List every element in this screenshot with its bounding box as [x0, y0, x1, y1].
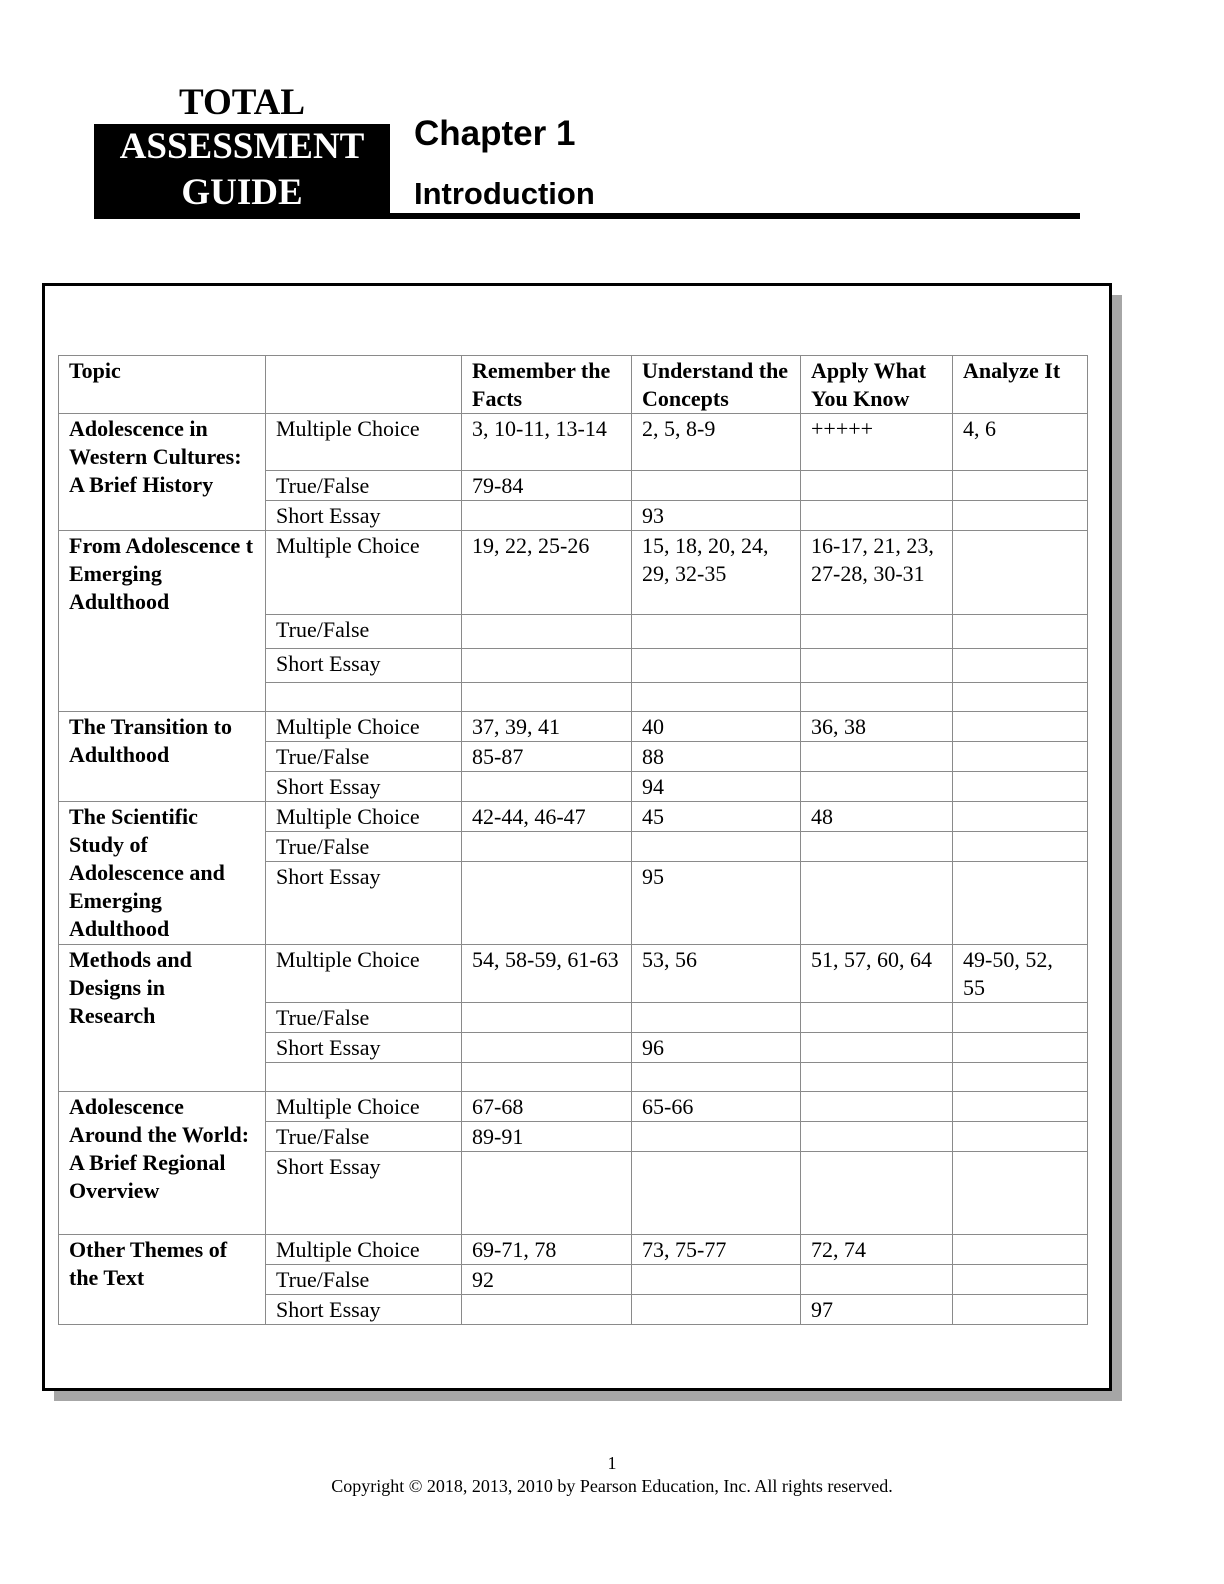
remember-cell	[462, 501, 632, 531]
remember-cell	[462, 832, 632, 862]
analyze-cell	[953, 802, 1088, 832]
question-type-cell: True/False	[266, 1265, 462, 1295]
apply-cell	[801, 1122, 953, 1152]
copyright-notice: Copyright © 2018, 2013, 2010 by Pearson Education, Inc. All rights reserved.	[331, 1476, 893, 1496]
table-row	[59, 712, 1088, 742]
understand-cell	[632, 1295, 801, 1325]
question-type-cell: True/False	[266, 832, 462, 862]
understand-cell	[632, 471, 801, 501]
understand-cell: 94	[632, 772, 801, 802]
logo-black-box	[94, 124, 390, 218]
apply-cell	[801, 683, 953, 712]
analyze-cell	[953, 712, 1088, 742]
understand-cell	[632, 1003, 801, 1033]
column-header-analyze: Analyze It	[953, 356, 1088, 414]
apply-cell	[801, 471, 953, 501]
analyze-cell	[953, 471, 1088, 501]
understand-cell: 93	[632, 501, 801, 531]
analyze-cell	[953, 1152, 1088, 1235]
analyze-cell	[953, 1122, 1088, 1152]
question-type-cell: True/False	[266, 471, 462, 501]
analyze-cell	[953, 615, 1088, 649]
analyze-cell: 49-50, 52, 55	[953, 945, 1088, 1003]
remember-cell	[462, 683, 632, 712]
remember-cell	[462, 1033, 632, 1063]
chapter-heading: Chapter 1	[414, 114, 576, 153]
analyze-cell: 4, 6	[953, 414, 1088, 471]
table-row	[59, 945, 1088, 1003]
understand-cell	[632, 1122, 801, 1152]
remember-cell	[462, 1063, 632, 1092]
table-row	[59, 802, 1088, 832]
remember-cell: 85-87	[462, 742, 632, 772]
analyze-cell	[953, 649, 1088, 683]
apply-cell: 48	[801, 802, 953, 832]
analyze-cell	[953, 683, 1088, 712]
analyze-cell	[953, 1265, 1088, 1295]
analyze-cell	[953, 1235, 1088, 1265]
question-type-cell: Multiple Choice	[266, 1092, 462, 1122]
remember-cell	[462, 1295, 632, 1325]
question-type-cell: Multiple Choice	[266, 802, 462, 832]
chapter-title: Introduction	[414, 176, 595, 211]
remember-cell: 42-44, 46-47	[462, 802, 632, 832]
column-header-apply: Apply What You Know	[801, 356, 953, 414]
analyze-cell	[953, 1063, 1088, 1092]
logo-line-guide: GUIDE	[181, 172, 303, 213]
question-type-cell	[266, 1063, 462, 1092]
understand-cell: 53, 56	[632, 945, 801, 1003]
analyze-cell	[953, 1092, 1088, 1122]
apply-cell	[801, 1092, 953, 1122]
question-type-cell: True/False	[266, 1122, 462, 1152]
apply-cell	[801, 649, 953, 683]
column-header-topic: Topic	[59, 356, 266, 414]
question-type-cell: True/False	[266, 615, 462, 649]
table-row	[59, 1092, 1088, 1122]
question-type-cell	[266, 683, 462, 712]
remember-cell: 89-91	[462, 1122, 632, 1152]
analyze-cell	[953, 1003, 1088, 1033]
apply-cell: 16-17, 21, 23, 27-28, 30-31	[801, 531, 953, 615]
question-type-cell: Short Essay	[266, 649, 462, 683]
remember-cell: 3, 10-11, 13-14	[462, 414, 632, 471]
understand-cell: 40	[632, 712, 801, 742]
analyze-cell	[953, 862, 1088, 945]
apply-cell	[801, 742, 953, 772]
topic-cell: From Adolescence t Emerging Adulthood	[59, 531, 266, 712]
analyze-cell	[953, 501, 1088, 531]
apply-cell	[801, 501, 953, 531]
remember-cell	[462, 1003, 632, 1033]
table-row	[59, 531, 1088, 615]
header-rule	[94, 213, 1080, 219]
topic-cell: The Scientific Study of Adolescence and Emerging Adulthood	[59, 802, 266, 945]
understand-cell: 96	[632, 1033, 801, 1063]
question-type-cell: Multiple Choice	[266, 531, 462, 615]
apply-cell	[801, 1265, 953, 1295]
understand-cell	[632, 683, 801, 712]
question-type-cell: Short Essay	[266, 1152, 462, 1235]
question-type-cell: Short Essay	[266, 1033, 462, 1063]
apply-cell: +++++	[801, 414, 953, 471]
topic-cell: Adolescence in Western Cultures: A Brief History	[59, 414, 266, 531]
analyze-cell	[953, 1295, 1088, 1325]
understand-cell: 65-66	[632, 1092, 801, 1122]
apply-cell	[801, 1033, 953, 1063]
apply-cell: 72, 74	[801, 1235, 953, 1265]
column-header-remember: Remember the Facts	[462, 356, 632, 414]
question-type-cell: Short Essay	[266, 862, 462, 945]
remember-cell: 69-71, 78	[462, 1235, 632, 1265]
remember-cell: 54, 58-59, 61-63	[462, 945, 632, 1003]
apply-cell: 97	[801, 1295, 953, 1325]
table-row	[59, 1235, 1088, 1265]
analyze-cell	[953, 772, 1088, 802]
question-type-cell: Multiple Choice	[266, 945, 462, 1003]
understand-cell: 2, 5, 8-9	[632, 414, 801, 471]
understand-cell	[632, 832, 801, 862]
topic-cell: The Transition to Adulthood	[59, 712, 266, 802]
apply-cell	[801, 772, 953, 802]
remember-cell: 19, 22, 25-26	[462, 531, 632, 615]
understand-cell	[632, 1265, 801, 1295]
understand-cell	[632, 1063, 801, 1092]
logo-line-assessment: ASSESSMENT	[119, 126, 365, 167]
question-type-cell: Multiple Choice	[266, 1235, 462, 1265]
understand-cell	[632, 649, 801, 683]
apply-cell	[801, 1003, 953, 1033]
question-type-cell: Short Essay	[266, 1295, 462, 1325]
table-header-row	[59, 356, 1088, 414]
remember-cell	[462, 1152, 632, 1235]
understand-cell	[632, 1152, 801, 1235]
apply-cell	[801, 1152, 953, 1235]
remember-cell	[462, 615, 632, 649]
question-type-cell: Short Essay	[266, 501, 462, 531]
column-header-type	[266, 356, 462, 414]
question-type-cell: True/False	[266, 742, 462, 772]
question-type-cell: Multiple Choice	[266, 414, 462, 471]
understand-cell: 73, 75-77	[632, 1235, 801, 1265]
understand-cell: 15, 18, 20, 24, 29, 32-35	[632, 531, 801, 615]
page-number: 1	[607, 1453, 617, 1473]
understand-cell	[632, 615, 801, 649]
analyze-cell	[953, 1033, 1088, 1063]
remember-cell: 79-84	[462, 471, 632, 501]
remember-cell	[462, 649, 632, 683]
apply-cell	[801, 1063, 953, 1092]
apply-cell: 51, 57, 60, 64	[801, 945, 953, 1003]
understand-cell: 88	[632, 742, 801, 772]
question-type-cell: Multiple Choice	[266, 712, 462, 742]
topic-cell: Other Themes of the Text	[59, 1235, 266, 1325]
topic-cell: Methods and Designs in Research	[59, 945, 266, 1092]
apply-cell	[801, 862, 953, 945]
apply-cell	[801, 832, 953, 862]
topic-cell: Adolescence Around the World: A Brief Regional Overview	[59, 1092, 266, 1235]
question-type-cell: True/False	[266, 1003, 462, 1033]
understand-cell: 95	[632, 862, 801, 945]
remember-cell	[462, 772, 632, 802]
analyze-cell	[953, 832, 1088, 862]
column-header-understand: Understand the Concepts	[632, 356, 801, 414]
remember-cell	[462, 862, 632, 945]
question-type-cell: Short Essay	[266, 772, 462, 802]
table-row	[59, 414, 1088, 471]
analyze-cell	[953, 742, 1088, 772]
assessment-table	[58, 355, 1088, 1325]
understand-cell: 45	[632, 802, 801, 832]
analyze-cell	[953, 531, 1088, 615]
remember-cell: 67-68	[462, 1092, 632, 1122]
apply-cell: 36, 38	[801, 712, 953, 742]
total-assessment-guide-logo	[94, 82, 390, 219]
logo-line-total: TOTAL	[178, 82, 306, 123]
apply-cell	[801, 615, 953, 649]
remember-cell: 37, 39, 41	[462, 712, 632, 742]
remember-cell: 92	[462, 1265, 632, 1295]
